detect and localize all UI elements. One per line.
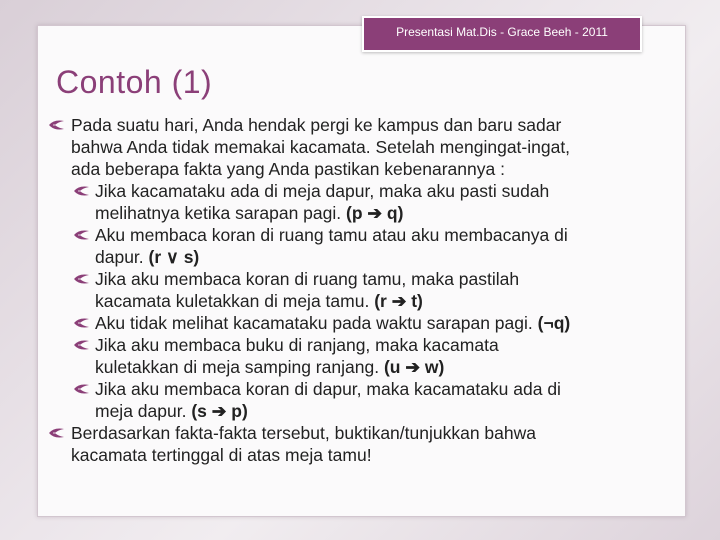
bullet-item (48, 114, 648, 180)
bullet-text-line: Jika kacamataku ada di meja dapur, maka aku pasti sudah (95, 181, 550, 201)
bullet-text-line: Pada suatu hari, Anda hendak pergi ke kampus dan baru sadar (71, 115, 562, 135)
logic-formula: (p ➔ q) (346, 203, 404, 223)
feather-bullet-icon (73, 185, 91, 197)
bullet-list (48, 114, 648, 466)
sub-bullet-item (48, 312, 648, 334)
sub-bullet-item (48, 378, 648, 422)
feather-bullet-icon (73, 229, 91, 241)
bullet-text-line: Aku tidak melihat kacamataku pada waktu sarapan pagi. (¬q) (95, 313, 571, 333)
sub-bullet-item (48, 268, 648, 312)
feather-bullet-icon (73, 383, 91, 395)
bullet-text-line: Berdasarkan fakta-fakta tersebut, buktikan/tunjukkan bahwa (71, 423, 536, 443)
logic-formula: (s ➔ p) (191, 401, 248, 421)
logic-formula: (r ➔ t) (374, 291, 423, 311)
bullet-text-line: Aku membaca koran di ruang tamu atau aku membacanya di (95, 225, 568, 245)
feather-bullet-icon (73, 317, 91, 329)
logic-formula: (u ➔ w) (383, 357, 445, 377)
bullet-text-line: melihatnya ketika sarapan pagi. (p ➔ q) (95, 203, 404, 223)
slide-title: Contoh (1) (56, 64, 213, 100)
bullet-text-line: kacamata tertinggal di atas meja tamu! (71, 445, 372, 465)
bullet-text-line: Jika aku membaca buku di ranjang, maka kacamata (95, 335, 499, 355)
feather-bullet-icon (48, 119, 66, 131)
feather-bullet-icon (48, 427, 66, 439)
presentation-header: Presentasi Mat.Dis - Grace Beeh - 2011 (396, 25, 608, 39)
bullet-text-line: bahwa Anda tidak memakai kacamata. Setelah mengingat-ingat, (71, 137, 571, 157)
sub-bullet-item (48, 180, 648, 224)
bullet-text-line: ada beberapa fakta yang Anda pastikan kebenarannya : (71, 159, 505, 179)
logic-formula: (r ∨ s) (148, 247, 200, 267)
bullet-text-line: Jika aku membaca koran di ruang tamu, maka pastilah (95, 269, 520, 289)
sub-bullet-item (48, 334, 648, 378)
header-band (362, 16, 642, 52)
logic-formula: (¬q) (537, 313, 571, 333)
sub-bullet-item (48, 224, 648, 268)
feather-bullet-icon (73, 339, 91, 351)
bullet-text-line: Jika aku membaca koran di dapur, maka kacamataku ada di (95, 379, 561, 399)
bullet-text-line: kuletakkan di meja samping ranjang. (u ➔ w) (95, 357, 445, 377)
bullet-item (48, 422, 648, 466)
bullet-text-line: dapur. (r ∨ s) (95, 247, 200, 267)
bullet-text-line: meja dapur. (s ➔ p) (95, 401, 248, 421)
feather-bullet-icon (73, 273, 91, 285)
bullet-text-line: kacamata kuletakkan di meja tamu. (r ➔ t) (95, 291, 423, 311)
